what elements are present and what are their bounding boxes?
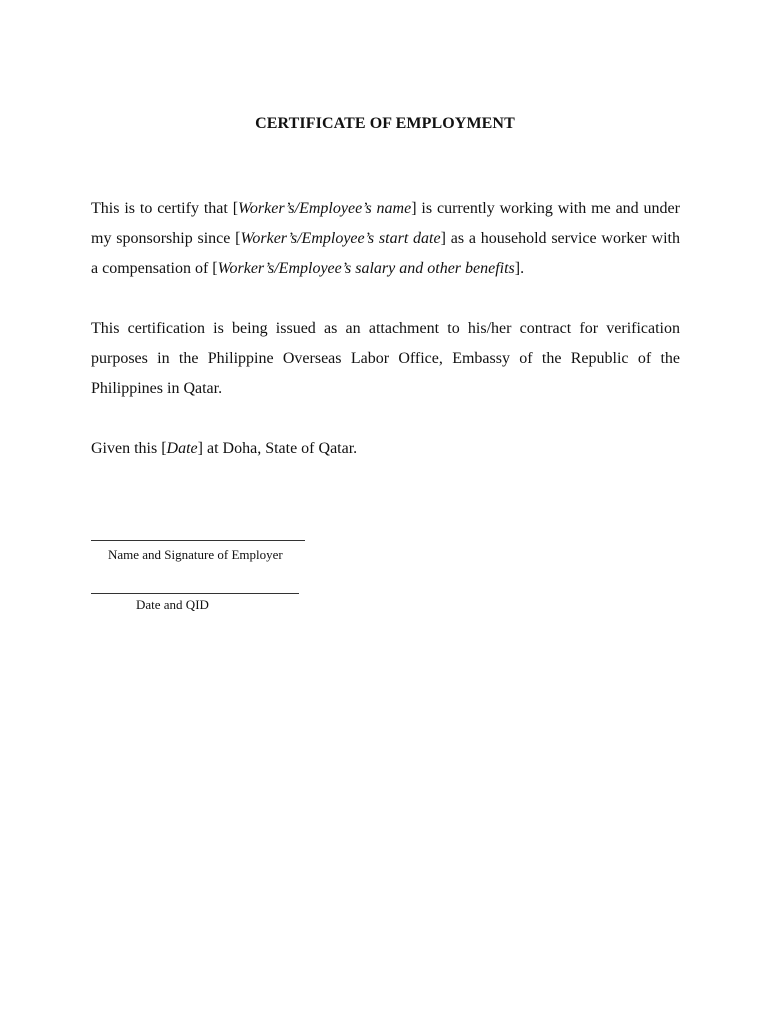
date-qid-line	[91, 593, 299, 594]
date-qid-block	[91, 593, 299, 613]
date-qid-label: Date and QID	[136, 597, 209, 612]
signature-line	[91, 540, 305, 541]
salary-placeholder: Worker’s/Employee’s salary and other benefits	[217, 260, 515, 277]
document-title: CERTIFICATE OF EMPLOYMENT	[255, 115, 515, 132]
certification-paragraph	[91, 194, 680, 284]
worker-name-placeholder: Worker’s/Employee’s name	[238, 200, 412, 217]
signature-label: Name and Signature of Employer	[108, 547, 283, 562]
date-placeholder: Date	[166, 440, 198, 457]
paragraph-text: ].	[514, 260, 525, 277]
employer-signature-block	[91, 540, 305, 563]
given-paragraph	[91, 434, 680, 464]
paragraph-text: This is to certify that [	[91, 200, 239, 217]
purpose-paragraph: This certification is being issued as an attachment to his/her contract for verification purposes in the Philippine Overseas Labor Office, Embassy of the Republic of the Philippines in Qatar.	[91, 320, 680, 397]
paragraph-text: ] at Doha, State of Qatar.	[197, 440, 358, 457]
paragraph-text: Given this [	[91, 440, 167, 457]
paragraph-text: ] is currently working with me and under my sponsorship since [	[91, 200, 680, 247]
paragraph-text: ] as a household service worker with a compensation of [	[91, 230, 680, 277]
start-date-placeholder: Worker’s/Employee’s start date	[240, 230, 441, 247]
